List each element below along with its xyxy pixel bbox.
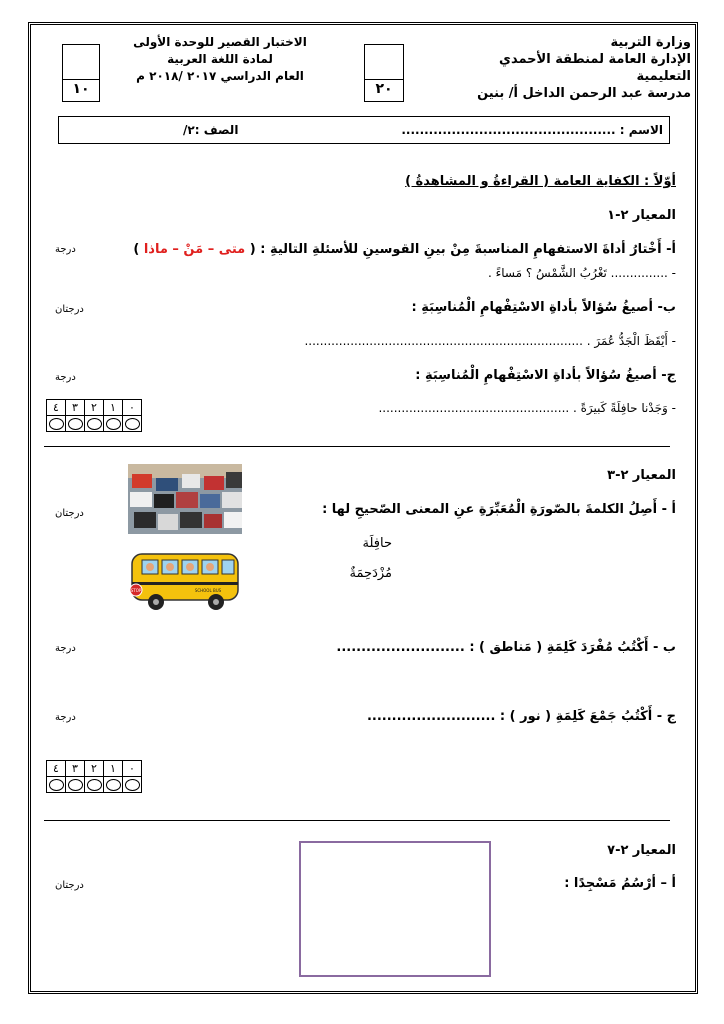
question-1b-grade: درجتان	[55, 304, 84, 315]
grade-option[interactable]	[66, 777, 85, 793]
traffic-jam-image[interactable]	[128, 464, 242, 534]
grade-option[interactable]	[123, 416, 142, 432]
ministry-name: وزارة التربية	[610, 35, 691, 50]
question-1c: ج- أصيغُ سُؤالاً بأداةِ الاسْتِفْهامِ الْمُناسِبَةِ :	[415, 368, 676, 383]
student-score: ١٠	[72, 81, 90, 97]
total-score: ٢٠	[375, 81, 393, 97]
grade-option[interactable]	[123, 777, 142, 793]
bus-sign-text: SCHOOL BUS	[194, 588, 222, 593]
grade-scale-value: ٢	[85, 400, 104, 416]
school-bus-image[interactable]	[128, 546, 242, 614]
ministry-header	[451, 34, 691, 102]
grade-scale-2	[46, 760, 142, 793]
grade-option[interactable]	[104, 416, 123, 432]
question-1a-options: متى – مَنْ – ماذا	[143, 242, 246, 257]
grade-scale-value: ٣	[66, 761, 85, 777]
question-1c-grade: درجة	[55, 372, 76, 383]
student-name-field[interactable]: الاسم : ...............................................	[401, 123, 663, 137]
exam-header	[130, 34, 310, 85]
question-1a-text: أ- أَخْتارُ أداةَ الاستفهامِ المناسبةَ مِنْ بينِ القوسينِ للأسئلةِ التاليةِ : (	[249, 242, 676, 257]
question-3a: أ – أرْسُمُ مَسْجِدًا :	[564, 876, 676, 891]
criterion-2-1: المعيار ٢-١	[607, 208, 676, 223]
grade-scale-value: ٤	[47, 761, 66, 777]
grade-option[interactable]	[85, 416, 104, 432]
grade-option[interactable]	[85, 777, 104, 793]
grade-scale-value: ٠	[123, 400, 142, 416]
drawing-area[interactable]	[299, 841, 491, 977]
total-score-box	[364, 44, 404, 102]
school-name: مدرسة عبد الرحمن الداخل أ/ بنين	[477, 86, 691, 101]
exam-year: العام الدراسي ٢٠١٧ /٢٠١٨ م	[136, 69, 304, 83]
section-divider	[44, 446, 670, 447]
grade-scale-value: ١	[104, 400, 123, 416]
question-2a: أ - أَصِلُ الكلمةَ بالصّورَةِ الْمُعَبِّرَةِ عنِ المعنى الصّحيحِ لها :	[322, 502, 676, 517]
question-2c[interactable]: ج - أَكْتُبُ جَمْعَ كَلِمَةِ ( نور ) : ..........................	[366, 709, 676, 724]
grade-option[interactable]	[66, 416, 85, 432]
section1-title: أوّلاً : الكفاية العامة ( القراءةُ و المشاهدةُ )	[405, 174, 676, 189]
exam-subject: لمادة اللغة العربية	[167, 52, 273, 66]
stop-sign-text: STOP	[130, 588, 142, 593]
exam-title: الاختبار القصير للوحدة الأولى	[133, 35, 307, 49]
class-field[interactable]: الصف :٢/	[183, 123, 239, 137]
match-word-bus[interactable]: حافِلَة	[362, 536, 392, 551]
grade-option[interactable]	[47, 777, 66, 793]
question-1a-grade: درجة	[55, 244, 76, 255]
student-score-box	[62, 44, 100, 102]
criterion-2-3: المعيار ٢-٣	[607, 468, 676, 483]
grade-option[interactable]	[47, 416, 66, 432]
question-3a-grade: درجتان	[55, 880, 84, 891]
grade-scale-value: ٣	[66, 400, 85, 416]
question-1a	[133, 242, 676, 257]
name-row	[58, 116, 670, 144]
question-2b-grade: درجة	[55, 643, 76, 654]
grade-scale-value: ٠	[123, 761, 142, 777]
question-1b-answer-line[interactable]: - أَيْقَظَ الْجَدُّ عُمَرَ . .........................................................................	[304, 334, 676, 348]
match-word-crowded[interactable]: مُزْدَحِمَةٌ	[349, 566, 392, 581]
section-divider	[44, 820, 670, 821]
question-1a-close: )	[133, 242, 140, 257]
grade-scale-value: ٢	[85, 761, 104, 777]
district-name: الإدارة العامة لمنطقة الأحمدي التعليمية	[499, 52, 691, 84]
question-1b: ب- أصيغُ سُؤالاً بأداةِ الاسْتِفْهامِ الْمُناسِبَةِ :	[411, 300, 676, 315]
question-2c-grade: درجة	[55, 712, 76, 723]
grade-scale-1	[46, 399, 142, 432]
grade-option[interactable]	[104, 777, 123, 793]
question-2b[interactable]: ب - أَكْتُبُ مُفْرَدَ كَلِمَةِ ( مَناطق ) : ..........................	[336, 640, 676, 655]
question-2a-grade: درجتان	[55, 508, 84, 519]
question-1c-answer-line[interactable]: - وَجَدْنا حافِلَةً كَبيرَةً . ..................................................	[378, 401, 676, 415]
criterion-2-7: المعيار ٢-٧	[607, 843, 676, 858]
grade-scale-value: ١	[104, 761, 123, 777]
question-1a-answer-line[interactable]: - ............... تَغْرُبُ الشَّمْسُ ؟ مَساءً .	[487, 266, 676, 280]
grade-scale-value: ٤	[47, 400, 66, 416]
